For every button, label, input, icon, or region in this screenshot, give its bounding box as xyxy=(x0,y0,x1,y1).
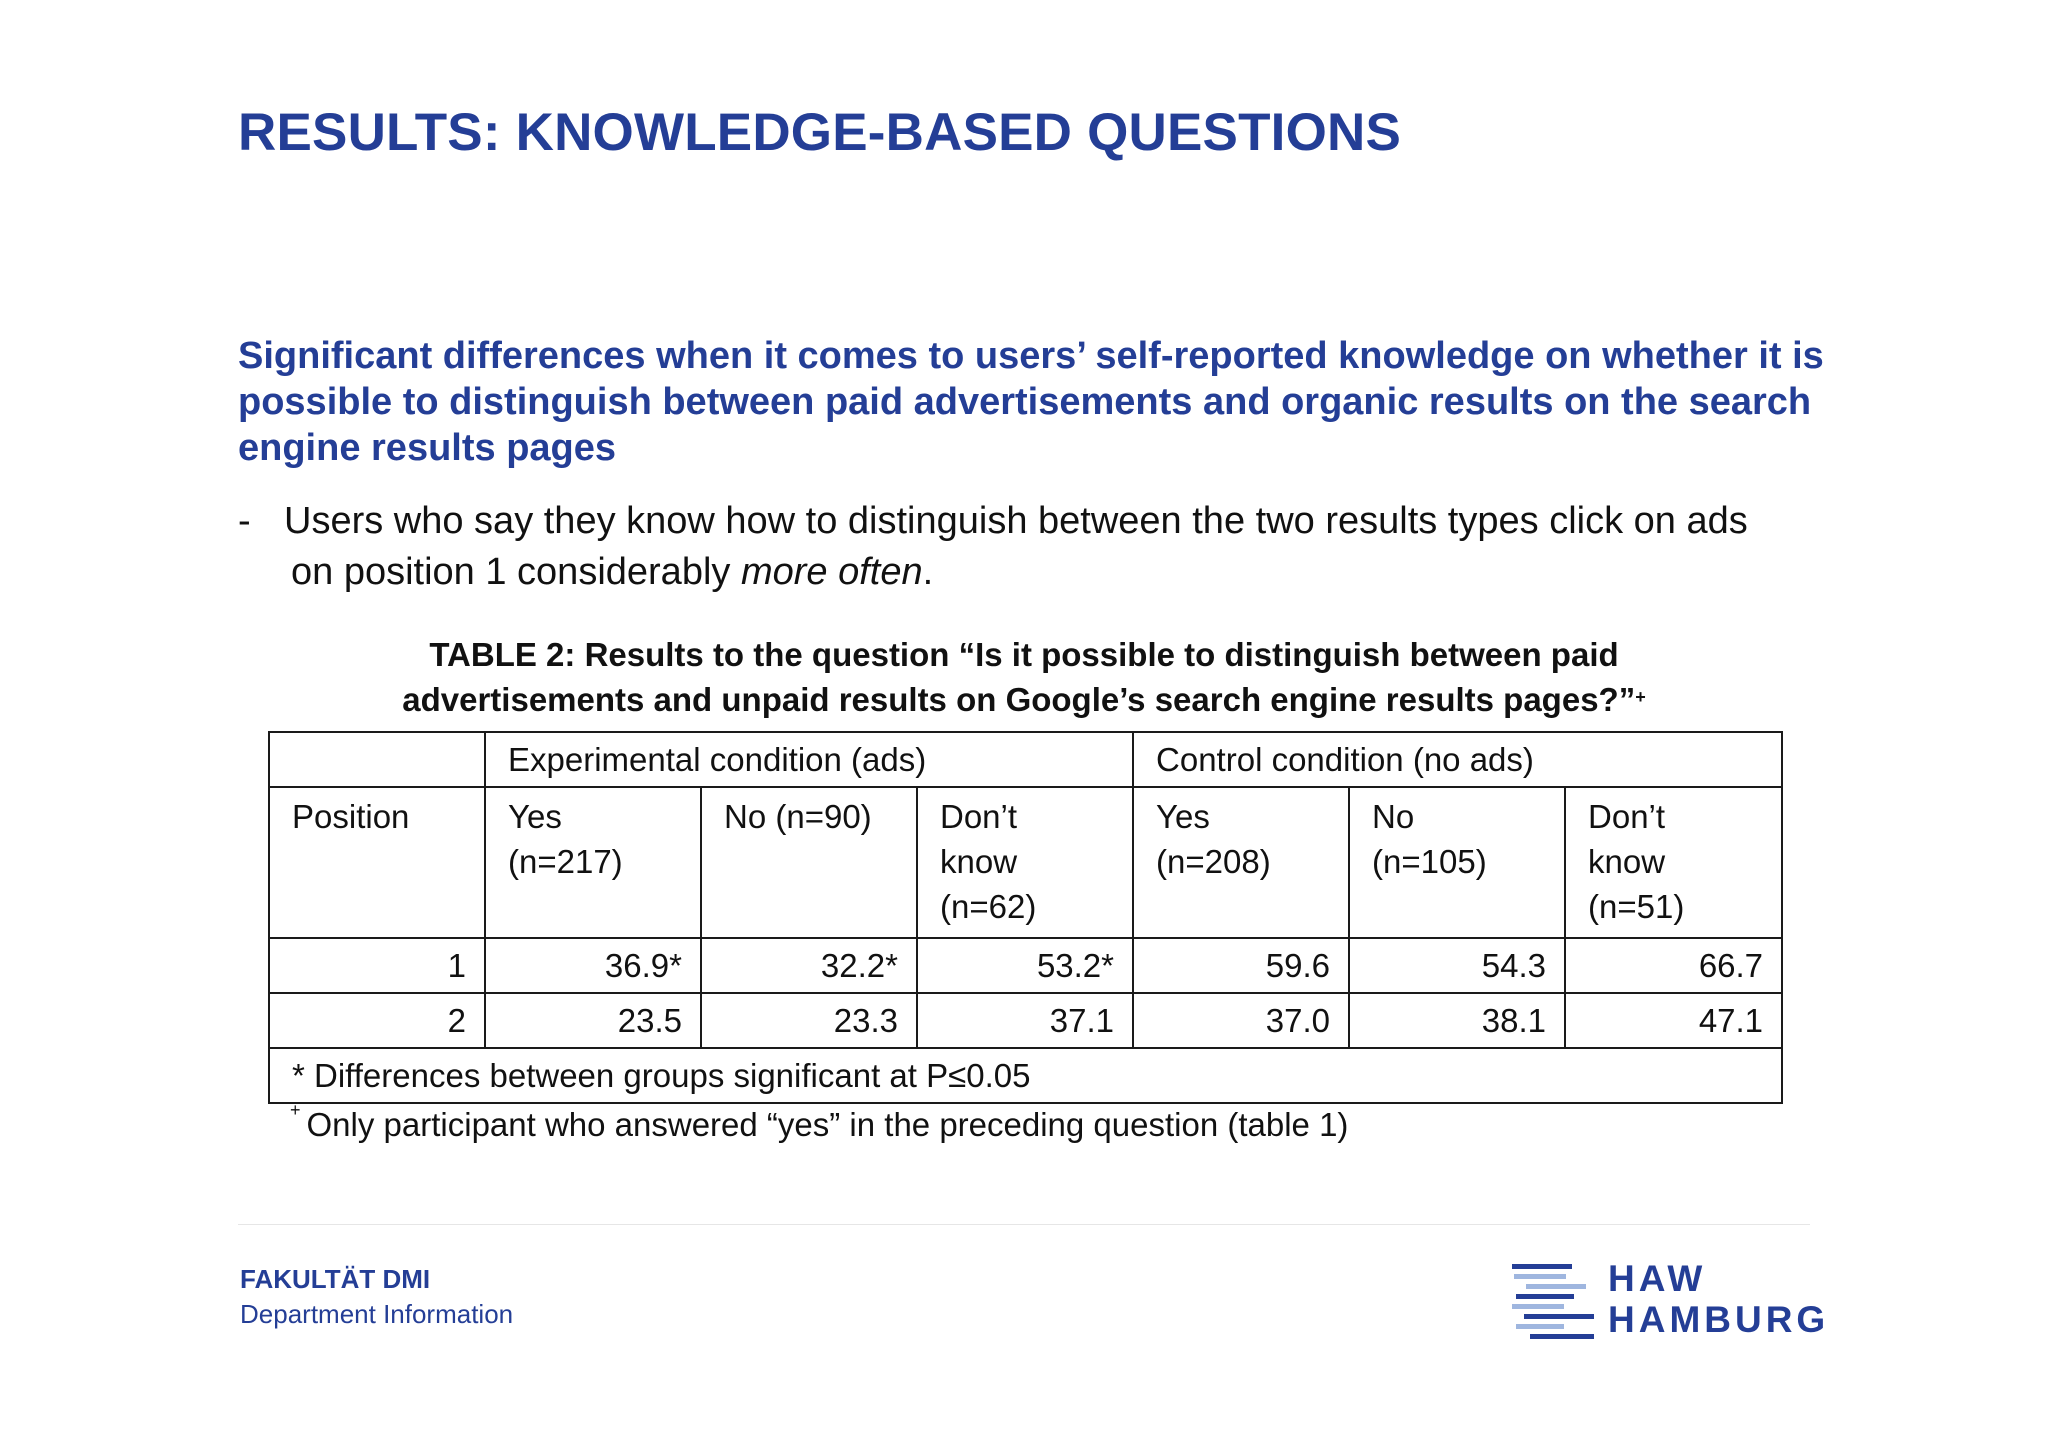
haw-hamburg-logo xyxy=(1608,1258,1829,1340)
column-header xyxy=(1349,787,1565,938)
table-caption-mark: + xyxy=(1635,687,1646,707)
slide-title: RESULTS: KNOWLEDGE-BASED QUESTIONS xyxy=(238,103,1402,162)
bullet-line-1: Users who say they know how to distinguish between the two results types click on ads xyxy=(284,500,1748,542)
logo-line-haw: HAW xyxy=(1608,1258,1707,1299)
column-header-line: No (n=90) xyxy=(724,798,872,835)
column-header-line: (n=105) xyxy=(1372,843,1487,880)
column-header-line: (n=208) xyxy=(1156,843,1271,880)
faculty-name: FAKULTÄT DMI xyxy=(240,1264,431,1294)
value-cell: 37.1 xyxy=(917,993,1133,1048)
group-header-experimental: Experimental condition (ads) xyxy=(485,732,1133,787)
column-header-line: Yes xyxy=(1156,798,1210,835)
column-header-line: Don’t xyxy=(940,798,1018,835)
position-cell: 1 xyxy=(269,938,485,993)
column-header-row xyxy=(269,787,1782,938)
column-header xyxy=(917,787,1133,938)
column-header-line: know xyxy=(940,843,1018,880)
column-header-line: (n=62) xyxy=(940,888,1037,925)
table-caption xyxy=(268,632,1780,722)
haw-logo-icon xyxy=(1512,1262,1594,1342)
value-cell: 32.2* xyxy=(701,938,917,993)
table-row xyxy=(269,938,1782,993)
bullet-dash: - xyxy=(238,500,251,542)
value-cell: 36.9* xyxy=(485,938,701,993)
group-header-row xyxy=(269,732,1782,787)
department-name: Department Information xyxy=(240,1299,514,1329)
value-cell: 37.0 xyxy=(1133,993,1349,1048)
value-cell: 47.1 xyxy=(1565,993,1782,1048)
value-cell: 23.5 xyxy=(485,993,701,1048)
position-cell: 2 xyxy=(269,993,485,1048)
column-header xyxy=(1565,787,1782,938)
table-caption-line-2 xyxy=(268,677,1780,722)
logo-line-hamburg: HAMBURG xyxy=(1608,1299,1830,1340)
value-cell: 38.1 xyxy=(1349,993,1565,1048)
bullet-line-2 xyxy=(238,547,1838,598)
column-header xyxy=(701,787,917,938)
value-cell: 54.3 xyxy=(1349,938,1565,993)
position-header: Position xyxy=(269,787,485,938)
results-table xyxy=(268,731,1783,1104)
value-cell: 23.3 xyxy=(701,993,917,1048)
footnote-text: Only participant who answered “yes” in the preceding question (table 1) xyxy=(306,1106,1349,1143)
column-header-line: Yes xyxy=(508,798,562,835)
column-header-line: (n=51) xyxy=(1588,888,1685,925)
bullet-point xyxy=(238,496,1838,598)
table-corner-cell xyxy=(269,732,485,787)
column-header-line: No xyxy=(1372,798,1415,835)
bullet-emphasis: more often xyxy=(740,551,923,593)
significance-note-row xyxy=(269,1048,1782,1103)
bullet-line-2-prefix: on position 1 considerably xyxy=(291,551,741,593)
footnote-mark: + xyxy=(290,1100,301,1120)
value-cell: 53.2* xyxy=(917,938,1133,993)
column-header xyxy=(1133,787,1349,938)
table-caption-line-1: TABLE 2: Results to the question “Is it possible to distinguish between paid xyxy=(429,636,1619,673)
value-cell: 59.6 xyxy=(1133,938,1349,993)
table-row xyxy=(269,993,1782,1048)
value-cell: 66.7 xyxy=(1565,938,1782,993)
column-header xyxy=(485,787,701,938)
group-header-control: Control condition (no ads) xyxy=(1133,732,1782,787)
bullet-line-2-suffix: . xyxy=(922,551,934,593)
footer-divider xyxy=(238,1224,1810,1225)
column-header-line: know xyxy=(1588,843,1666,880)
significance-note: * Differences between groups significant at P≤0.05 xyxy=(269,1048,1782,1103)
table-caption-line-2-text: advertisements and unpaid results on Google’s search engine results pages?” xyxy=(402,681,1636,718)
lead-statement: Significant differences when it comes to users’ self-reported knowledge on whether it is possible to distinguish between paid advertisements and organic results on the search engine results pages xyxy=(238,335,1824,469)
column-header-line: Don’t xyxy=(1588,798,1666,835)
column-header-line: (n=217) xyxy=(508,843,623,880)
table-footnote xyxy=(290,1100,1349,1144)
